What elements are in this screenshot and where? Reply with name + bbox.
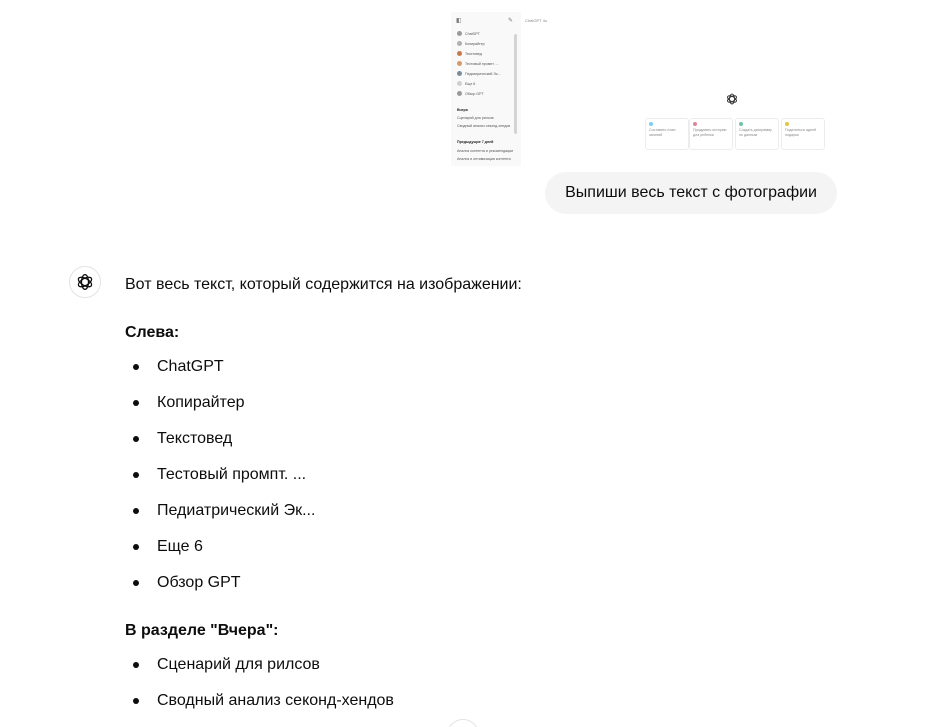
openai-logo-icon [75, 272, 95, 292]
thumb-item-icon [457, 31, 462, 36]
thumb-section-yesterday: Вчера [457, 108, 468, 112]
thumb-item-icon [457, 71, 462, 76]
thumb-item-icon [457, 91, 462, 96]
list-item: Тестовый промпт. ... [125, 464, 825, 486]
list-item: Педиатрический Эк... [125, 500, 825, 522]
thumb-card-text: Создать диаграмму по данным [739, 128, 772, 137]
sidebar-toggle-icon: ◧ [456, 18, 462, 24]
thumb-suggestion-card [735, 118, 779, 150]
thumb-scrollbar [514, 34, 517, 134]
list-item: ChatGPT [125, 356, 825, 378]
thumb-suggestion-card [689, 118, 733, 150]
thumb-item-label: Педиатрический Эк... [465, 71, 501, 76]
thumb-history-item: Анализ контента и рекомендации [457, 149, 514, 153]
attached-image[interactable] [451, 12, 829, 166]
thumb-item-icon [457, 51, 462, 56]
thumb-item-icon [457, 61, 462, 66]
thumb-history-item: Сценарий для рилсов [457, 116, 494, 120]
thumb-item-label: ChatGPT [465, 31, 480, 36]
thumb-sidebar-item [457, 70, 501, 77]
thumb-item-label: Тестовый промпт. ... [465, 61, 499, 66]
thumb-section-previous: Предыдущие 7 дней [457, 140, 494, 144]
list-item: Сводный анализ секонд-хендов [125, 690, 825, 712]
thumb-sidebar-item [457, 90, 484, 97]
thumb-openai-logo-icon [725, 92, 739, 106]
yesterday-list [125, 654, 825, 712]
thumb-suggestion-card [645, 118, 689, 150]
thumb-card-icon [785, 122, 789, 126]
assistant-intro: Вот весь текст, который содержится на изображении: [125, 276, 522, 293]
thumb-card-icon [739, 122, 743, 126]
scroll-down-button[interactable] [447, 719, 479, 727]
list-item: Сценарий для рилсов [125, 654, 825, 676]
list-item: Текстовед [125, 428, 825, 450]
left-list [125, 356, 825, 594]
list-item: Обзор GPT [125, 572, 825, 594]
thumb-card-icon [693, 122, 697, 126]
list-item: Еще 6 [125, 536, 825, 558]
thumb-card-text: Составить план занятий [649, 128, 676, 137]
assistant-avatar [69, 266, 101, 298]
thumb-item-icon [457, 81, 462, 86]
user-message-text: Выпиши весь текст с фотографии [565, 184, 817, 201]
list-item: Копирайтер [125, 392, 825, 414]
assistant-message [125, 274, 825, 712]
section-title-left: Слева: [125, 324, 180, 341]
thumb-item-label: Еще 6 [465, 81, 476, 86]
thumb-suggestion-card [781, 118, 825, 150]
thumb-card-text: Поделиться идеей подарка [785, 128, 816, 137]
thumb-history-item: Анализ и оптимизация контента [457, 157, 511, 161]
thumb-item-label: Обзор GPT [465, 91, 484, 96]
section-title-yesterday: В разделе "Вчера": [125, 622, 279, 639]
thumb-item-label: Текстовед [465, 51, 482, 56]
user-message-bubble [545, 172, 837, 214]
thumb-model-title: ChatGPT 4o [525, 18, 548, 23]
thumb-item-icon [457, 41, 462, 46]
thumb-sidebar-item [457, 60, 499, 67]
thumb-item-label: Копирайтер [465, 41, 485, 46]
thumb-card-icon [649, 122, 653, 126]
new-chat-icon: ✎ [508, 18, 514, 24]
thumb-sidebar-item [457, 80, 475, 87]
thumb-sidebar-item [457, 50, 482, 57]
thumb-sidebar-item [457, 40, 485, 47]
thumb-history-item: Сводный анализ секонд-хендов [457, 124, 511, 128]
thumb-card-text: Придумать историю для ребенка [693, 128, 727, 137]
thumb-sidebar-item [457, 30, 480, 37]
